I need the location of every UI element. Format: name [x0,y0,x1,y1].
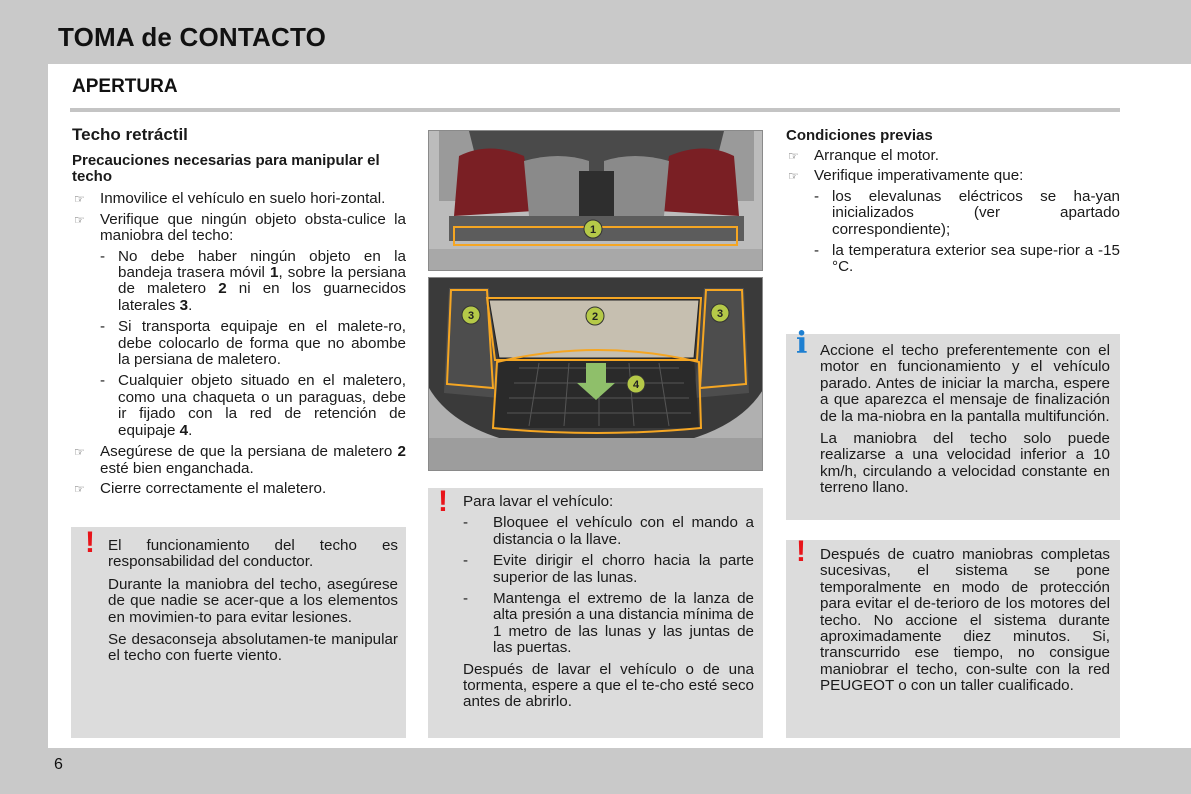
bullet-text: Asegúrese de que la persiana de maletero 2 esté bien enganchada. [100,443,406,477]
warning-icon: ! [438,485,448,518]
warning-box-washing [428,485,763,738]
dash-item [100,249,406,315]
callout-label: 3 [467,310,475,322]
dash-text: Evite dirigir el chorro hacia la parte superior de las lunas. [493,552,754,586]
dash-mark: - [100,318,106,336]
bullet-text: Arranque el motor. [814,147,939,164]
bullet-item [786,168,1120,184]
warning-icon: ! [796,535,806,568]
right-column [786,128,1120,281]
bullet-text: Verifique que ningún objeto obsta-culice la maniobra del techo: [100,210,406,245]
bullet-text: Verifique imperativamente que: [814,167,1024,185]
dash-text: Mantenga el extremo de la lanza de alta presión a una distancia mínima de 1 metro de las lunas y las juntas de las puertas. [493,590,754,657]
dash-item [814,243,1120,276]
callout-label: 3 [716,308,724,320]
warning-box-protection [786,535,1120,738]
dash-text: Bloquee el vehículo con el mando a distancia o la llave. [493,514,754,548]
bullet-text: Inmovilice el vehículo en suelo hori-zontal. [100,190,386,208]
rear-seats-drawing [429,131,763,271]
info-icon: i [796,326,808,361]
illustration-trunk [428,277,763,471]
dash-mark: - [814,187,820,205]
dash-mark: - [814,242,820,260]
pointing-hand-icon: ☞ [74,192,85,207]
bullet-item [72,444,406,477]
callout-label: 4 [632,379,640,391]
pointing-hand-icon: ☞ [74,212,85,227]
info-text: Accione el techo preferentemente con el motor en funcionamiento y el vehículo parado. Antes de iniciar la marcha, espere a que aparezca el mensaje de finalización de la ma-niobra en la pantalla multifunción. [820,342,1110,425]
dash-item [463,553,754,586]
dash-text: Si transporta equipaje en el malete-ro, debe colocarlo de forma que no abombe la persiana de maletero. [118,318,406,369]
section-divider [70,108,1120,112]
heading-preconditions: Condiciones previas [786,127,933,144]
dash-mark: - [100,372,106,390]
left-column [72,127,406,501]
trunk-drawing [429,278,763,471]
dash-mark: - [463,552,469,570]
dash-item [100,373,406,439]
warning-box-driver [71,527,406,738]
bullet-item [72,481,406,497]
dash-mark: - [463,514,469,532]
pointing-hand-icon: ☞ [788,169,799,184]
callout-label: 1 [589,224,597,236]
dash-mark: - [100,247,106,265]
section-title: APERTURA [72,76,178,97]
callout-label: 2 [591,311,599,323]
info-text: La maniobra del techo solo puede realizarse a una velocidad inferior a 10 km/h, circulando a velocidad constante en terreno llano. [820,430,1110,497]
dash-item [100,319,406,368]
page-number: 6 [54,756,63,773]
dash-mark: - [463,590,469,608]
dash-text: Cualquier objeto situado en el maletero, como una chaqueta o un paraguas, debe ir fijado con la red de retención de equipaje 4. [118,372,406,439]
illustration-rear-seats [428,130,763,271]
pointing-hand-icon: ☞ [788,149,799,163]
dash-item [463,515,754,548]
dash-text: la temperatura exterior sea supe-rior a -15 °C. [832,242,1120,276]
dash-text: los elevalunas eléctricos se ha-yan inicializados (ver apartado correspondiente); [832,187,1120,238]
pointing-hand-icon: ☞ [74,445,85,460]
page-title: TOMA de CONTACTO [58,22,327,52]
warning-text: Se desaconseja absolutamen-te manipular el techo con fuerte viento. [108,631,398,665]
bullet-item [786,148,1120,164]
dash-item [814,189,1120,238]
warning-text: El funcionamiento del techo es responsabilidad del conductor. [108,537,398,571]
bullet-item [72,191,406,207]
warning-text: Después de cuatro maniobras completas sucesivas, el sistema se pone temporalmente en modo de protección para evitar el de-terioro de los motores del techo. No accione el sistema durante aproximadamente diez minutos. Si, transcurrido ese tiempo, no consigue maniobrar el techo, con-sulte con la red PEUGEOT o con un taller cualificado. [820,546,1110,695]
wash-intro: Para lavar el vehículo: [463,493,614,510]
wash-end: Después de lavar el vehículo o de una tormenta, espere a que el te-cho esté seco antes de abrirlo. [463,660,754,711]
bullet-text: Cierre correctamente el maletero. [100,479,327,497]
dash-item [463,591,754,657]
bullet-item [72,212,406,245]
warning-icon: ! [85,526,95,559]
subheading-precautions: Precauciones necesarias para manipular el techo [72,152,380,186]
heading-retractable-roof: Techo retráctil [72,125,188,144]
info-box [786,326,1120,520]
pointing-hand-icon: ☞ [74,481,85,496]
dash-text: No debe haber ningún objeto en la bandeja trasera móvil 1, sobre la persiana de maletero 2 ni en los guarnecidos laterales 3. [118,247,407,314]
warning-text: Durante la maniobra del techo, asegúrese de que nadie se acer-que a los elementos en movimien-to para evitar lesiones. [108,575,398,626]
